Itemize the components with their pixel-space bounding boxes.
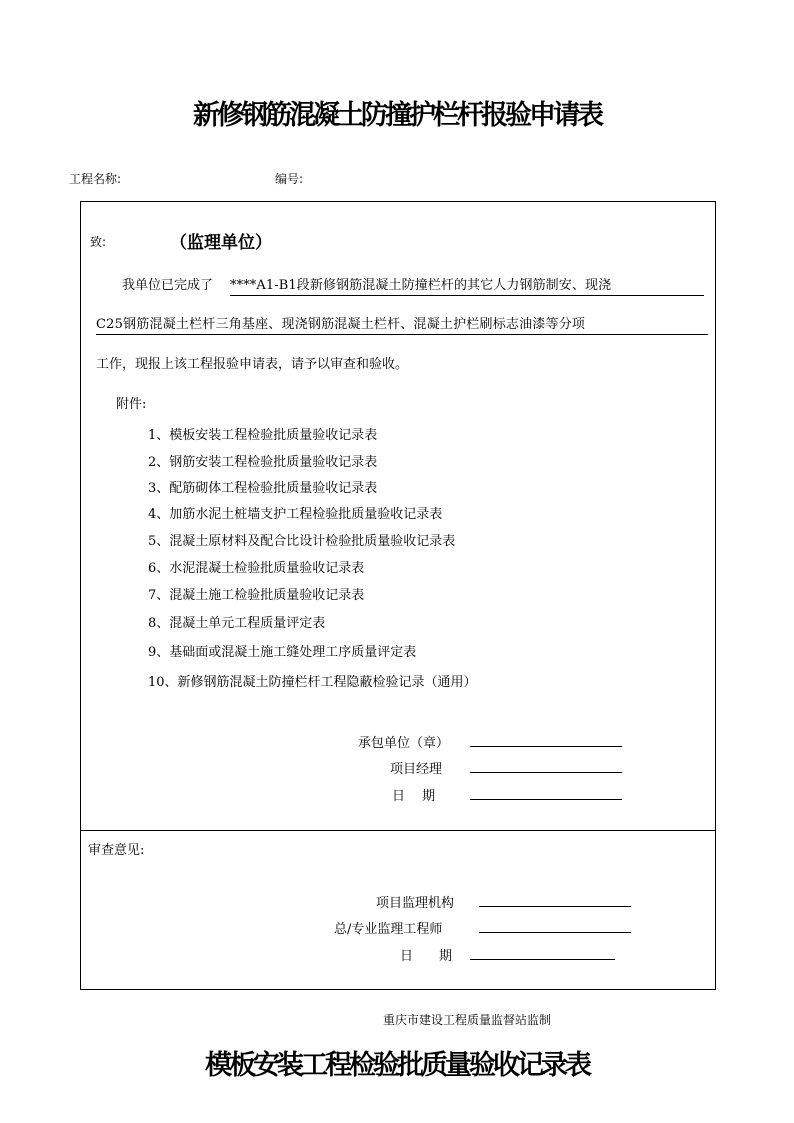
supervision-org-line bbox=[479, 906, 631, 907]
attachment-item: 8、混凝土单元工程质量评定表 bbox=[148, 616, 326, 631]
date-label: 日 期 bbox=[392, 789, 436, 804]
attachment-item: 9、基础面或混凝土施工缝处理工序质量评定表 bbox=[148, 645, 417, 660]
paragraph-line1: ****A1-B1段新修钢筋混凝土防撞栏杆的其它人力钢筋制安、现浇 bbox=[230, 274, 704, 296]
supervisor-unit: （监理单位） bbox=[170, 233, 272, 253]
date-line bbox=[470, 799, 622, 800]
supervision-org-label: 项目监理机构 bbox=[376, 896, 455, 911]
attachment-item: 6、水泥混凝土检验批质量验收记录表 bbox=[148, 561, 365, 576]
attachment-item: 5、混凝土原材料及配合比设计检验批质量验收记录表 bbox=[148, 534, 456, 549]
to-label: 致: bbox=[90, 235, 107, 249]
chief-engineer-line bbox=[479, 932, 631, 933]
paragraph-line2: C25钢筋混凝土栏杆三角基座、现浇钢筋混凝土栏杆、混凝土护栏刷标志油漆等分项 bbox=[96, 313, 708, 335]
attachment-item: 7、混凝土施工检验批质量验收记录表 bbox=[148, 588, 365, 603]
contractor-line bbox=[470, 746, 622, 747]
next-section-title: 模板安装工程检验批质量验收记录表 bbox=[205, 1050, 589, 1081]
pm-label: 项目经理 bbox=[390, 762, 443, 777]
attachment-item: 4、加筋水泥土桩墙支护工程检验批质量验收记录表 bbox=[148, 507, 443, 522]
contractor-label: 承包单位（章） bbox=[358, 736, 450, 751]
review-label: 审查意见: bbox=[88, 843, 145, 858]
paragraph-line3: 工作，现报上该工程报验申请表，请予以审查和验收。 bbox=[96, 357, 409, 372]
page-title: 新修钢筋混凝土防撞护栏杆报验申请表 bbox=[193, 100, 601, 131]
date-line-2 bbox=[470, 959, 615, 960]
attachments-label: 附件: bbox=[116, 397, 147, 412]
date-label-2: 日 期 bbox=[400, 949, 453, 964]
project-name-label: 工程名称: bbox=[69, 172, 122, 186]
chief-engineer-label: 总/专业监理工程师 bbox=[334, 922, 443, 937]
pm-line bbox=[470, 772, 622, 773]
number-label: 编号: bbox=[275, 172, 304, 186]
attachment-item: 3、配筋砌体工程检验批质量验收记录表 bbox=[148, 481, 378, 496]
attachment-item: 10、新修钢筋混凝土防撞栏杆工程隐蔽检验记录（通用） bbox=[148, 675, 477, 690]
footer-org: 重庆市建设工程质量监督站监制 bbox=[383, 1013, 552, 1027]
attachment-item: 2、钢筋安装工程检验批质量验收记录表 bbox=[148, 455, 378, 470]
attachment-item: 1、模板安装工程检验批质量验收记录表 bbox=[148, 428, 378, 443]
paragraph-prefix: 我单位已完成了 bbox=[122, 278, 214, 293]
